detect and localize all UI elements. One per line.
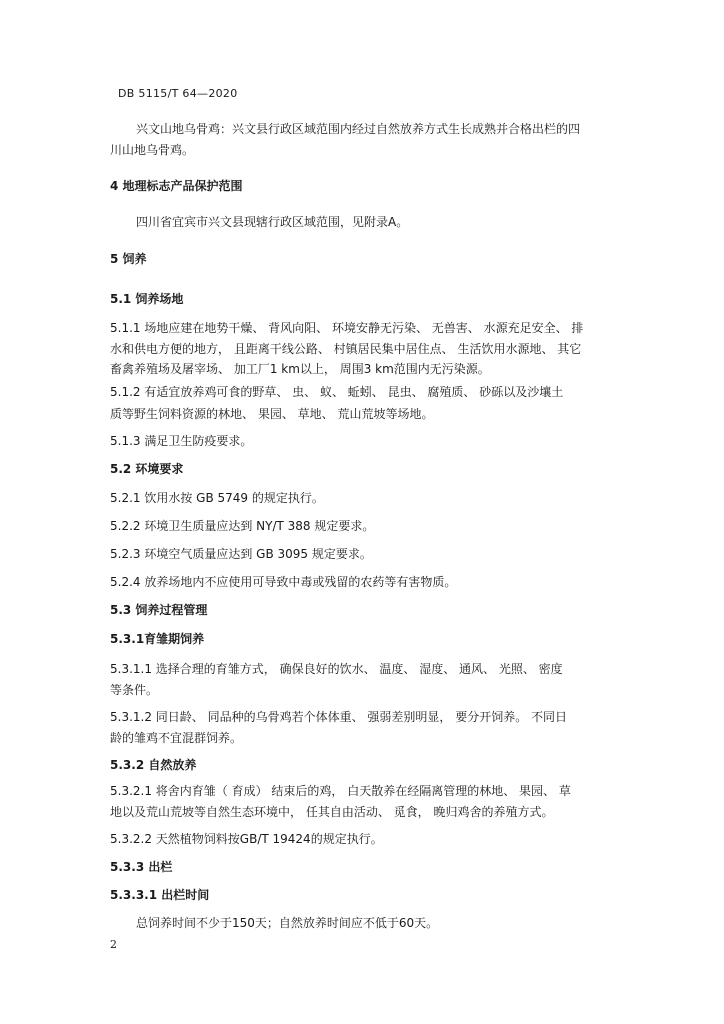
clause-5-2-2: 5.2.2 环境卫生质量应达到 NY/T 388 规定要求。	[110, 519, 375, 533]
section-5-1-heading: 5.1 饲养场地	[110, 292, 184, 306]
section-5-3-3-1-heading: 5.3.3.1 出栏时间	[110, 888, 210, 902]
definition-line-2: 川山地乌骨鸡。	[110, 143, 195, 157]
section-5-3-2-heading: 5.3.2 自然放养	[110, 758, 197, 772]
section-4-body: 四川省宜宾市兴文县现辖行政区域范围，见附录A。	[136, 215, 409, 229]
clause-5-2-4: 5.2.4 放养场地内不应使用可导致中毒或残留的农药等有害物质。	[110, 575, 457, 589]
clause-5-2-1: 5.2.1 饮用水按 GB 5749 的规定执行。	[110, 491, 324, 505]
clause-5-1-1-line-2: 水和供电方便的地方， 且距离干线公路、 村镇居民集中居住点、 生活饮用水源地、 其它	[110, 342, 582, 356]
clause-5-1-1-line-1: 5.1.1 场地应建在地势干燥、 背风向阳、 环境安静无污染、 无兽害、 水源充足安全、 排	[110, 321, 584, 335]
standard-code-header: DB 5115/T 64—2020	[118, 87, 238, 100]
section-5-2-heading: 5.2 环境要求	[110, 462, 184, 476]
clause-5-3-2-1-line-2: 地以及荒山荒坡等自然生态环境中， 任其自由活动、 觅食， 晚归鸡舍的养殖方式。	[110, 805, 554, 819]
section-4-heading: 4 地理标志产品保护范围	[110, 179, 243, 193]
section-5-heading: 5 饲养	[110, 252, 147, 266]
clause-5-3-1-1-line-1: 5.3.1.1 选择合理的育雏方式， 确保良好的饮水、 温度、 湿度、 通风、 光照、 密度	[110, 662, 563, 676]
section-5-3-3-heading: 5.3.3 出栏	[110, 860, 173, 874]
clause-5-3-2-2: 5.3.2.2 天然植物饲料按GB/T 19424的规定执行。	[110, 832, 383, 846]
clause-5-1-2-line-2: 质等野生饲料资源的林地、 果园、 草地、 荒山荒坡等场地。	[110, 407, 434, 421]
clause-5-3-1-2-line-1: 5.3.1.2 同日龄、 同品种的乌骨鸡若个体体重、 强弱差别明显， 要分开饲养。 不同日	[110, 710, 568, 724]
section-5-3-heading: 5.3 饲养过程管理	[110, 603, 208, 617]
clause-5-1-3: 5.1.3 满足卫生防疫要求。	[110, 434, 253, 448]
section-5-3-1-heading: 5.3.1育雏期饲养	[110, 632, 205, 646]
clause-5-1-1-line-3: 畜禽养殖场及屠宰场、 加工厂1 km以上， 周围3 km范围内无污染源。	[110, 362, 490, 376]
clause-5-3-1-1-line-2: 等条件。	[110, 683, 159, 697]
clause-5-3-3-1-body: 总饲养时间不少于150天；自然放养时间应不低于60天。	[136, 916, 439, 930]
clause-5-3-1-2-line-2: 龄的雏鸡不宜混群饲养。	[110, 731, 243, 745]
page-number: 2	[110, 938, 117, 951]
clause-5-2-3: 5.2.3 环境空气质量应达到 GB 3095 规定要求。	[110, 547, 372, 561]
clause-5-3-2-1-line-1: 5.3.2.1 将舍内育雏（ 育成） 结束后的鸡， 白天散养在经隔离管理的林地、 果园、 草	[110, 784, 571, 798]
definition-line-1: 兴文山地乌骨鸡：兴文县行政区域范围内经过自然放养方式生长成熟并合格出栏的四	[136, 122, 581, 136]
clause-5-1-2-line-1: 5.1.2 有适宜放养鸡可食的野草、 虫、 蚁、 蚯蚓、 昆虫、 腐殖质、 砂砾以及沙壤土	[110, 385, 564, 399]
